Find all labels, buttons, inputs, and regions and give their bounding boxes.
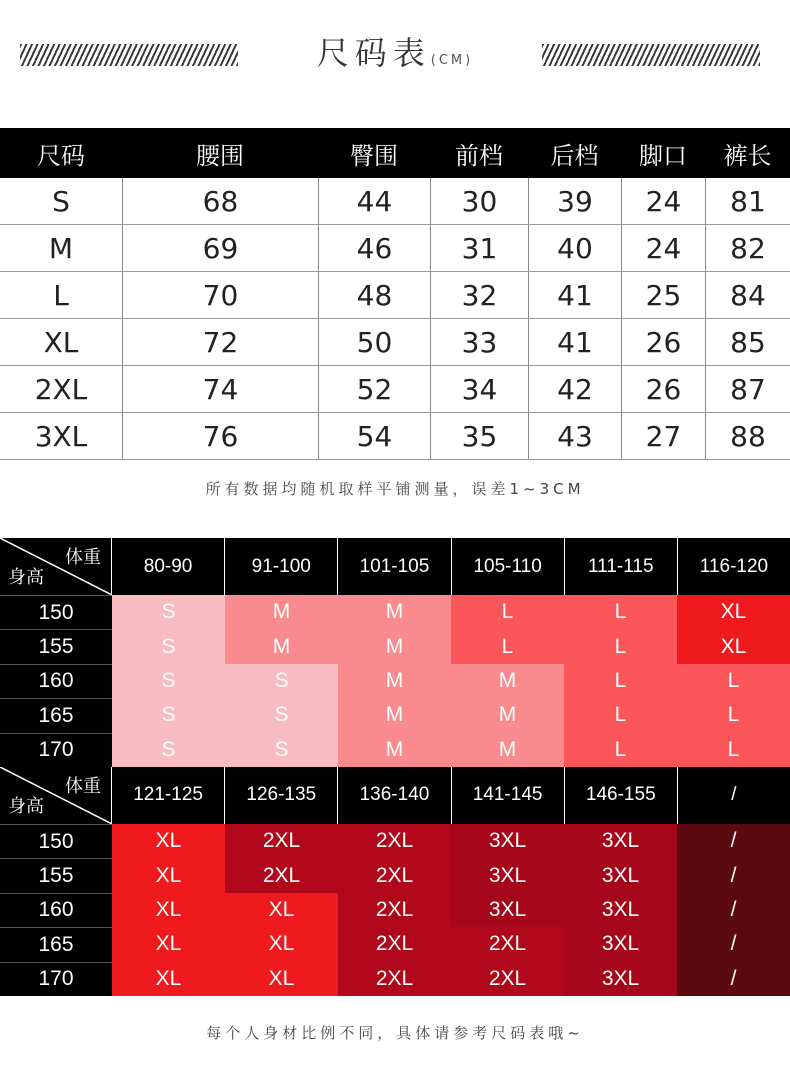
table-cell: 33 [430,319,528,365]
size-cell: XL [677,629,790,663]
column-header: 前档 [455,141,503,170]
table-cell: 24 [621,225,705,271]
height-label: 身高 [8,795,44,817]
weight-range: 116-120 [678,538,790,595]
grid-row [0,927,790,961]
table-cell: 85 [705,319,790,365]
size-cell: 2XL [225,858,338,892]
size-cell: L [677,698,790,732]
size-table-row [0,319,790,366]
table-cell: 27 [621,413,705,459]
height-weight-grid [0,538,790,996]
height-label: 身高 [8,567,44,588]
grid-header-row [0,767,790,824]
size-table-header [0,128,790,178]
size-cell: S [225,733,338,767]
size-cell: XL [112,858,225,892]
size-cell: M [451,698,564,732]
weight-range: 146-155 [565,767,678,824]
size-cell: L [564,733,677,767]
column-header: 尺码 [37,141,85,170]
grid-row [0,824,790,858]
size-table-row [0,225,790,272]
size-cell: 2XL [338,858,451,892]
size-cell: / [677,858,790,892]
size-cell: S [225,664,338,698]
size-cell: 3XL [564,893,677,927]
size-cell: XL [112,893,225,927]
size-cell: L [677,664,790,698]
weight-range: 105-110 [452,538,565,595]
size-cell: XL [112,824,225,858]
table-cell: 87 [705,366,790,412]
grid-row [0,698,790,732]
weight-range: 111-115 [565,538,678,595]
size-cell: M [451,733,564,767]
size-cell: S [112,595,225,629]
size-cell: 3XL [564,858,677,892]
weight-range: 136-140 [338,767,451,824]
weight-range: 80-90 [112,538,225,595]
grid-header-row [0,538,790,595]
column-header: 裤长 [723,141,772,170]
size-cell: L [677,733,790,767]
height-value: 160 [0,893,112,927]
table-cell: 32 [430,272,528,318]
weight-label: 体重 [65,775,101,797]
table-cell: 34 [430,366,528,412]
table-cell: 25 [621,272,705,318]
table-cell: 81 [705,178,790,224]
table-cell: 69 [122,225,318,271]
table-cell: 39 [528,178,621,224]
table-cell: 88 [705,413,790,459]
size-cell: XL [225,962,338,996]
table-cell: 76 [122,413,318,459]
weight-range: 91-100 [225,538,338,595]
weight-range: 141-145 [452,767,565,824]
weight-range: 121-125 [112,767,225,824]
size-cell: 2XL [338,824,451,858]
height-value: 150 [0,824,112,858]
table-cell: 44 [318,178,430,224]
size-cell: 3XL [451,824,564,858]
size-table-row [0,413,790,460]
table-cell: 35 [430,413,528,459]
height-value: 150 [0,595,112,629]
table-cell: 68 [122,178,318,224]
size-cell: 2XL [338,893,451,927]
size-cell: 3XL [564,962,677,996]
table-cell: 30 [430,178,528,224]
size-cell: M [451,664,564,698]
measure-note: 所有数据均随机取样平铺测量，误差1~3CM [205,480,585,498]
size-table-row [0,178,790,225]
table-cell: 24 [621,178,705,224]
grid-row [0,629,790,663]
size-cell: M [338,664,451,698]
table-cell: 3XL [34,419,88,453]
table-cell: 74 [122,366,318,412]
table-cell: 84 [705,272,790,318]
table-cell: 26 [621,366,705,412]
grid-row [0,858,790,892]
size-cell: M [338,595,451,629]
table-cell: 48 [318,272,430,318]
table-cell: 43 [528,413,621,459]
grid-row [0,595,790,629]
size-cell: / [677,893,790,927]
size-cell: 3XL [451,893,564,927]
weight-range: 126-135 [225,767,338,824]
size-cell: 2XL [451,927,564,961]
table-cell: M [48,231,74,265]
size-cell: M [338,629,451,663]
title-unit: (CM) [430,53,474,68]
grid-row [0,733,790,767]
size-cell: XL [112,927,225,961]
size-cell: L [564,698,677,732]
size-cell: 2XL [451,962,564,996]
size-cell: S [112,698,225,732]
height-value: 165 [0,927,112,961]
column-header: 腰围 [196,141,244,170]
table-cell: XL [43,325,79,359]
table-cell: S [52,184,70,218]
size-cell: S [112,733,225,767]
grid-row [0,893,790,927]
weight-range: / [678,767,790,824]
size-cell: XL [225,927,338,961]
table-cell: 72 [122,319,318,365]
size-cell: S [225,698,338,732]
footer-note: 每个人身材比例不同，具体请参考尺码表哦~ [206,1024,584,1042]
size-cell: L [564,595,677,629]
grid-corner [0,767,112,824]
height-value: 160 [0,664,112,698]
size-cell: S [112,664,225,698]
grid-corner [0,538,112,595]
weight-range: 101-105 [338,538,451,595]
column-header: 臀围 [350,141,398,170]
column-header: 后档 [550,141,599,170]
size-table-row [0,366,790,413]
column-header: 脚口 [639,141,687,170]
height-value: 155 [0,629,112,663]
size-cell: L [564,629,677,663]
size-cell: L [564,664,677,698]
table-cell: 41 [528,319,621,365]
size-table-row [0,272,790,319]
title-text: 尺码表 [316,34,431,72]
grid-row [0,962,790,996]
table-cell: 54 [318,413,430,459]
table-cell: 50 [318,319,430,365]
size-cell: M [338,698,451,732]
size-cell: XL [112,962,225,996]
table-cell: 31 [430,225,528,271]
size-cell: XL [225,893,338,927]
height-value: 155 [0,858,112,892]
size-cell: 2XL [338,962,451,996]
size-cell: 2XL [338,927,451,961]
table-cell: 26 [621,319,705,365]
height-value: 170 [0,962,112,996]
size-cell: 3XL [564,824,677,858]
height-value: 165 [0,698,112,732]
table-cell: 82 [705,225,790,271]
table-cell: 52 [318,366,430,412]
grid-row [0,664,790,698]
size-cell: / [677,962,790,996]
size-cell: M [225,629,338,663]
size-cell: / [677,927,790,961]
size-cell: 2XL [225,824,338,858]
table-cell: 41 [528,272,621,318]
size-cell: L [451,595,564,629]
size-cell: M [338,733,451,767]
weight-label: 体重 [65,547,101,568]
size-cell: 3XL [451,858,564,892]
size-cell: L [451,629,564,663]
size-cell: / [677,824,790,858]
table-cell: 40 [528,225,621,271]
height-value: 170 [0,733,112,767]
size-cell: XL [677,595,790,629]
table-cell: 46 [318,225,430,271]
table-cell: 2XL [34,372,88,406]
table-cell: 70 [122,272,318,318]
size-cell: S [112,629,225,663]
table-cell: L [53,278,69,312]
size-cell: M [225,595,338,629]
page-title [0,28,790,74]
size-table [0,128,790,460]
size-cell: 3XL [564,927,677,961]
table-cell: 42 [528,366,621,412]
